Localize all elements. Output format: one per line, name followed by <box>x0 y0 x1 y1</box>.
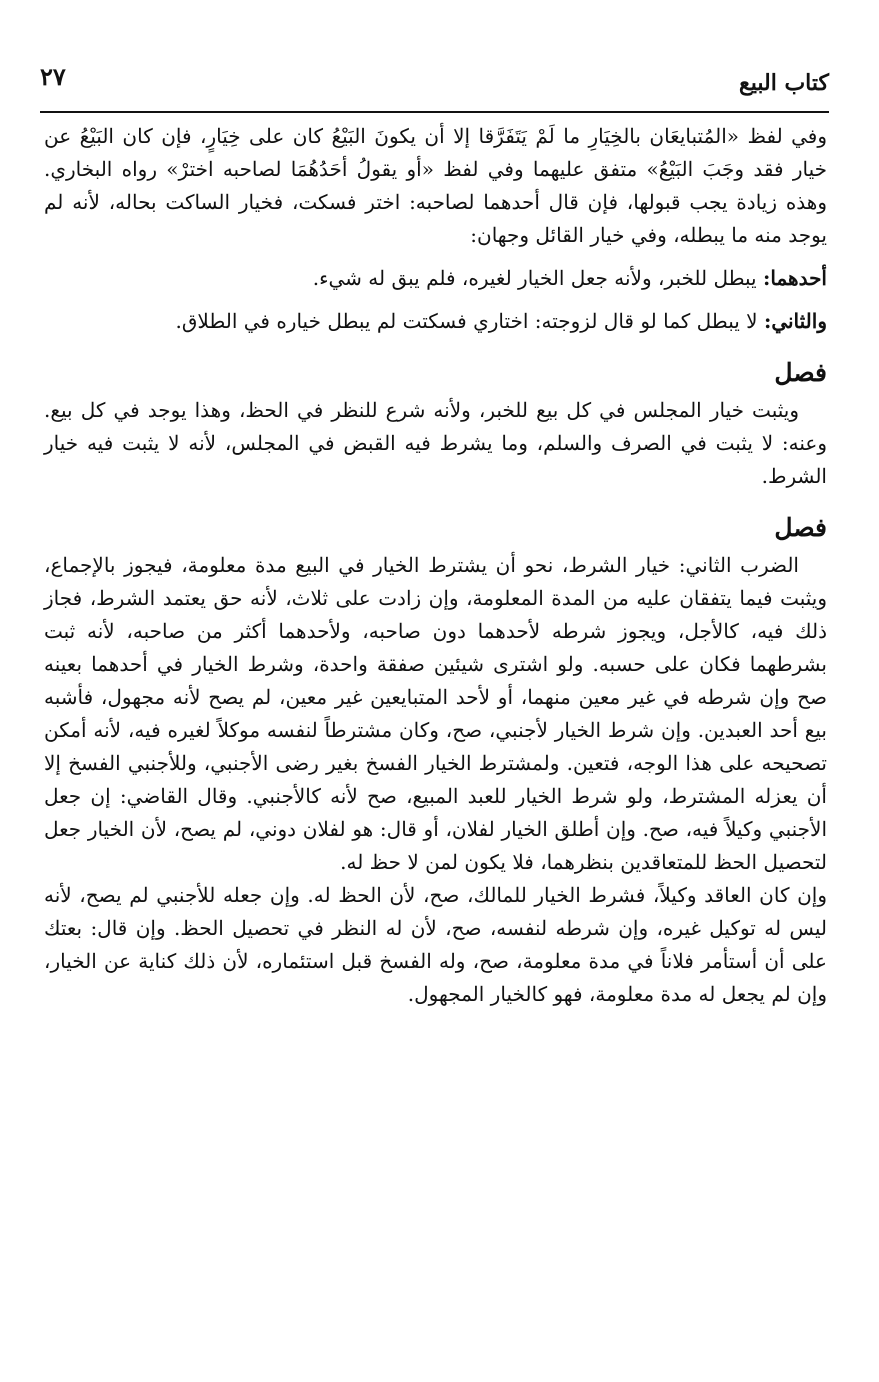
header-rule <box>40 111 829 113</box>
page-number: ٢٧ <box>40 62 66 91</box>
section-heading-1: فصل <box>774 358 827 387</box>
page-header <box>40 60 829 100</box>
section-1-paragraph: ويثبت خيار المجلس في كل بيع للخبر، ولأنه شرع للنظر في الحظ، وهذا يوجد في كل بيع. وعنه: لا يثبت في الصرف والسلم، وما يشرط فيه القبض في المجلس، لأنه لا يثبت فيه خيار الشرط. <box>44 398 827 488</box>
running-title: كتاب البيع <box>739 70 829 96</box>
second-view-lead: والثاني: <box>763 309 827 333</box>
second-view-text: لا يبطل كما لو قال لزوجته: اختاري فسكتت لم يبطل خياره في الطلاق. <box>175 309 764 333</box>
first-view-text: يبطل للخبر، ولأنه جعل الخيار لغيره، فلم يبق له شيء. <box>312 266 763 290</box>
section-2-paragraph-1: الضرب الثاني: خيار الشرط، نحو أن يشترط الخيار في البيع مدة معلومة، فيجوز بالإجماع، ويثبت فيما يتفقان عليه من المدة المعلومة، وإن زادت على ثلاث، لأنه حق يعتمد الشرط، فجاز ذلك فيه، كالأجل، ويجوز شرطه لأحدهما دون صاحبه، ولأحدهما أكثر من صاحبه، لأنه ثبت بشرطهما فكان على حسبه. ولو اشترى شيئين صفقة واحدة، وشرط الخيار في أحدهما بعينه صح وإن شرطه في غير معين منهما، أو لأحد المتبايعين غير معين، لم يصح لأنه مجهول، فأشبه بيع أحد العبدين. وإن شرط الخيار لأجنبي، صح، وكان مشترطاً لنفسه موكلاً لغيره فيه، لأنه أمكن تصحيحه على هذا الوجه، فتعين. ولمشترط الخيار الفسخ بغير رضى الأجنبي، وللأجنبي الفسخ إلا أن يعزله المشترط، ولو شرط الخيار للعبد المبيع، صح لأنه كالأجنبي. وقال القاضي: إن جعل الأجنبي وكيلاً فيه، صح. وإن أطلق الخيار لفلان، أو قال: هو لفلان دوني، لم يصح، لأن الخيار جعل لتحصيل الحظ للمتعاقدين بنظرهما، فلا يكون لمن لا حظ له. <box>44 553 827 874</box>
section-heading-2: فصل <box>774 513 827 542</box>
second-view-paragraph <box>44 305 827 338</box>
intro-paragraph: وفي لفظ «المُتبايعَان بالخِيَارِ ما لَمْ يَتَفَرَّقا إلا أن يكونَ البَيْعُ كان على خِيَارٍ، فإن كان البَيْعُ عن خيار فقد وجَبَ البَيْعُ» متفق عليهما وفي لفظ «أو يقولُ أحَدُهُمَا لصاحبه اخترْ» رواه البخاري. وهذه زيادة يجب قبولها، فإن قال أحدهما لصاحبه: اختر فسكت، فخيار الساكت بحاله، لأنه لم يوجد منه ما يبطله، وفي خيار القائل وجهان: <box>44 124 827 247</box>
section-2-paragraph-2: وإن كان العاقد وكيلاً، فشرط الخيار للمالك، صح، لأن الحظ له. وإن جعله للأجنبي لم يصح، لأنه ليس له توكيل غيره، وإن شرطه لنفسه، صح، لأن له النظر في تحصيل الحظ. وإن قال: بعتك على أن أستأمر فلاناً في مدة معلومة، صح، وله الفسخ قبل استئماره، لأن ذلك كناية عن الخيار، وإن لم يجعل له مدة معلومة، فهو كالخيار المجهول. <box>44 883 827 1006</box>
first-view-paragraph <box>44 262 827 295</box>
page-body <box>44 120 827 1011</box>
first-view-lead: أحدهما: <box>762 266 827 290</box>
